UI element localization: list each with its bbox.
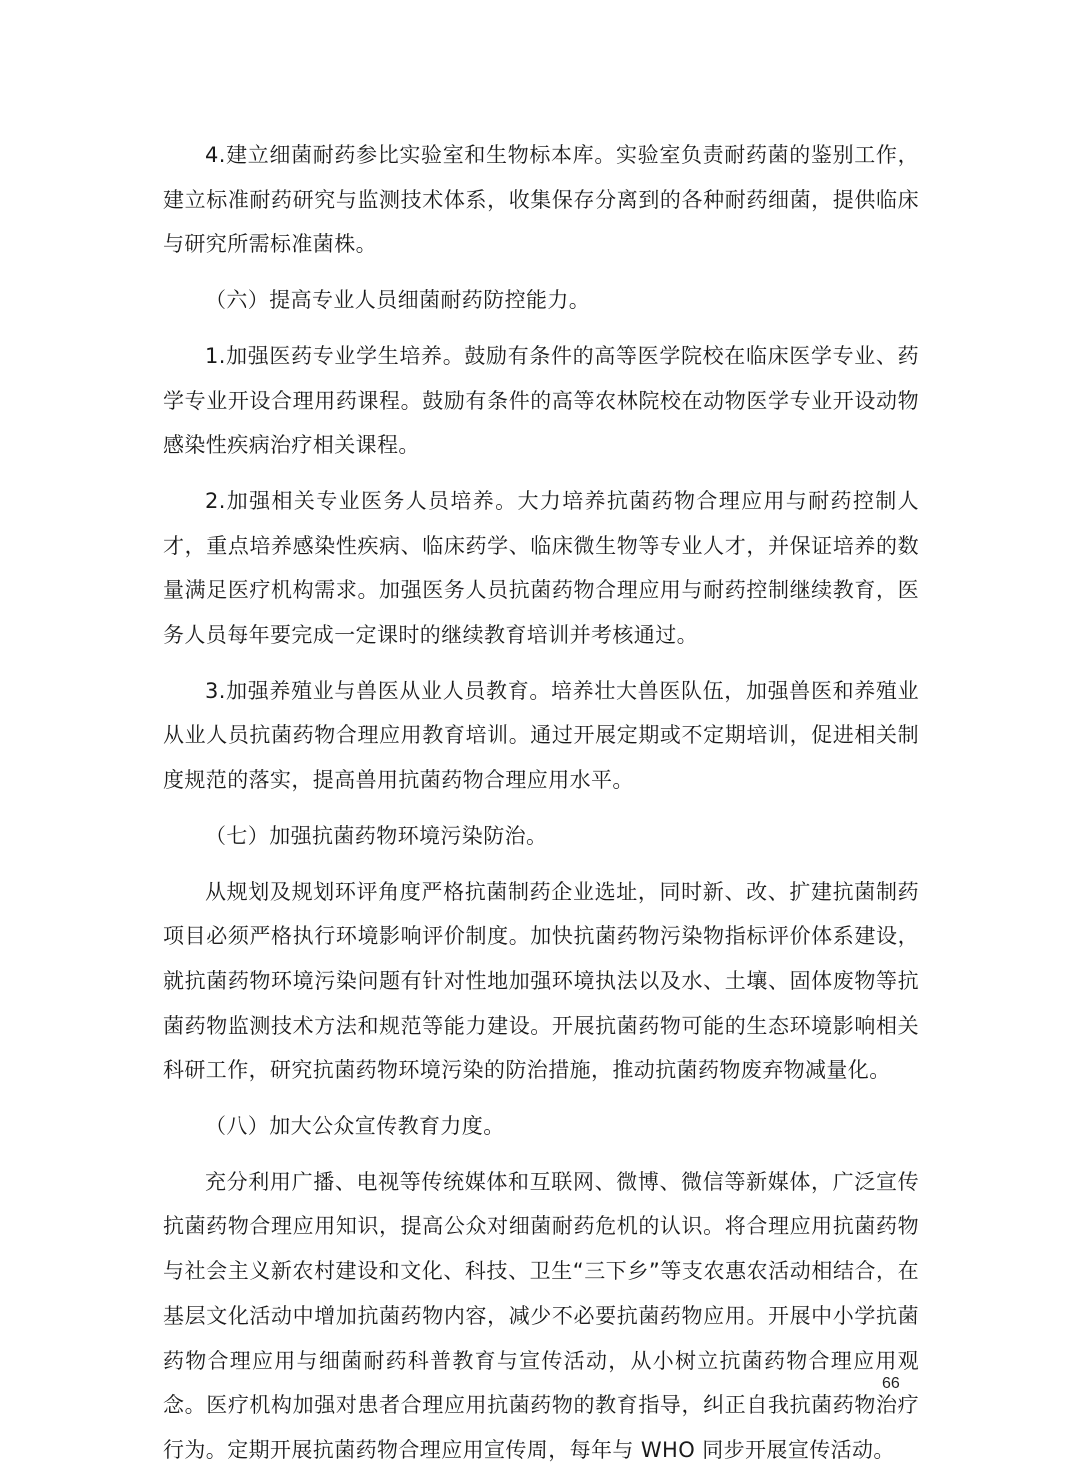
paragraph-public-education: 充分利用广播、电视等传统媒体和互联网、微博、微信等新媒体，广泛宣传抗菌药物合理应用知识，提高公众对细菌耐药危机的认识。将合理应用抗菌药物与社会主义新农村建设和文化、科技、卫生“三下乡”等支农惠农活动相结合，在基层文化活动中增加抗菌药物内容，减少不必要抗菌药物应用。开展中小学抗菌药物合理应用与细菌耐药科普教育与宣传活动，从小树立抗菌药物合理应用观念。医疗机构加强对患者合理应用抗菌药物的教育指导，纠正自我抗菌药物治疗行为。定期开展抗菌药物合理应用宣传周，每年与 WHO 同步开展宣传活动。 (163, 1169, 919, 1462)
paragraph-environmental-measures: 从规划及规划环评角度严格抗菌制药企业选址，同时新、改、扩建抗菌制药项目必须严格执行环境影响评价制度。加快抗菌药物污染物指标评价体系建设，就抗菌药物环境污染问题有针对性地加强环境执法以及水、土壤、固体废物等抗菌药物监测技术方法和规范等能力建设。开展抗菌药物可能的生态环境影响相关科研工作，研究抗菌药物环境污染的防治措施，推动抗菌药物废弃物减量化。 (163, 879, 919, 1083)
section-heading-professional-capacity: （六）提高专业人员细菌耐药防控能力。 (205, 288, 591, 313)
paragraph-reference-lab: 4.建立细菌耐药参比实验室和生物标本库。实验室负责耐药菌的鉴别工作，建立标准耐药研究与监测技术体系，收集保存分离到的各种耐药细菌，提供临床与研究所需标准菌株。 (163, 143, 919, 257)
paragraph-medical-staff-training: 2.加强相关专业医务人员培养。大力培养抗菌药物合理应用与耐药控制人才，重点培养感染性疾病、临床药学、临床微生物等专业人才，并保证培养的数量满足医疗机构需求。加强医务人员抗菌药物合理应用与耐药控制继续教育，医务人员每年要完成一定课时的继续教育培训并考核通过。 (163, 488, 919, 648)
page-number: 66 (882, 1375, 900, 1392)
document-body (163, 133, 919, 1484)
paragraph-student-training: 1.加强医药专业学生培养。鼓励有条件的高等医学院校在临床医学专业、药学专业开设合理用药课程。鼓励有条件的高等农林院校在动物医学专业开设动物感染性疾病治疗相关课程。 (163, 343, 919, 458)
paragraph-veterinary-education: 3.加强养殖业与兽医从业人员教育。培养壮大兽医队伍，加强兽医和养殖业从业人员抗菌药物合理应用教育培训。通过开展定期或不定期培训，促进相关制度规范的落实，提高兽用抗菌药物合理应用水平。 (163, 678, 919, 793)
section-heading-environmental-pollution: （七）加强抗菌药物环境污染防治。 (205, 823, 548, 848)
section-heading-public-education: （八）加大公众宣传教育力度。 (205, 1114, 505, 1139)
